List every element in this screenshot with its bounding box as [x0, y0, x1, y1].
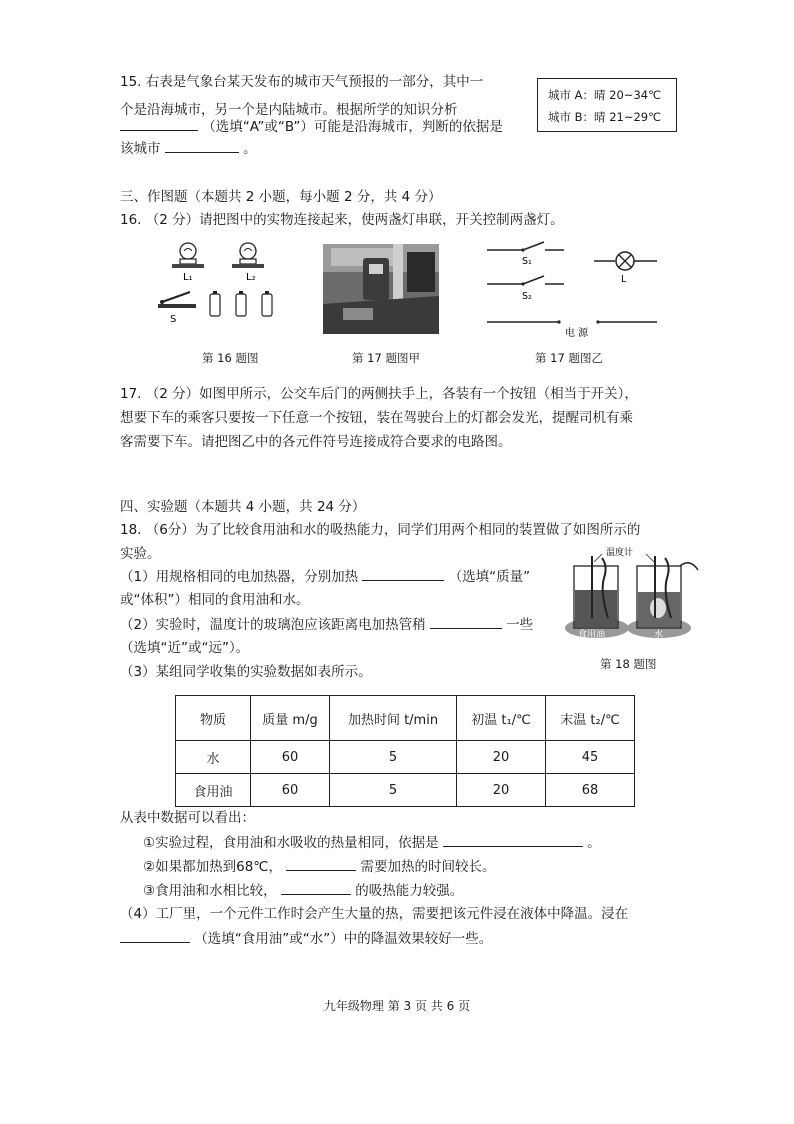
q18-sub-3 [143, 880, 463, 901]
fig16-caption: 第 16 题图 [202, 351, 259, 365]
q18-part-1-text-b: （选填“质量” [448, 569, 531, 585]
label-water: 水 [654, 630, 664, 640]
knife-switch-icon [158, 292, 196, 308]
table-cell: 20 [457, 774, 546, 807]
table-cell: 水 [176, 741, 251, 774]
answer-blank[interactable] [430, 614, 502, 629]
answer-blank[interactable] [120, 928, 190, 943]
answer-blank[interactable] [165, 138, 239, 153]
q18-sub-2 [143, 856, 496, 877]
answer-blank[interactable] [281, 880, 351, 895]
table-cell: 60 [251, 774, 330, 807]
q18-part-4-text: （选填“食用油”或“水”）中的降温效果较好一些。 [194, 931, 493, 947]
label-l2: L₂ [246, 272, 256, 283]
table-header-cell: 加热时间 t/min [330, 696, 457, 741]
q17-line-2: 想要下车的乘客只要按一下任意一个按钮，装在驾驶台上的灯都会发光，提醒司机有乘 [120, 410, 633, 426]
table-header-row [176, 696, 635, 741]
lamp-symbol [594, 252, 657, 270]
table-cell: 68 [546, 774, 635, 807]
switch-s1-symbol [487, 242, 564, 252]
q18-line-1: 18. （6分）为了比较食用油和水的吸热能力，同学们用两个相同的装置做了如图所示的 [120, 522, 641, 538]
label-oil: 食用油 [578, 630, 606, 640]
label-l1: L₁ [183, 272, 193, 283]
q17-line-3: 客需要下车。请把图乙中的各元件符号连接成符合要求的电路图。 [120, 434, 512, 450]
switch-s2-symbol [487, 276, 564, 286]
q18-sub-3-text-b: 的吸热能力较强。 [355, 883, 464, 899]
q15-line-4 [120, 138, 257, 159]
fig17b-caption: 第 17 题图乙 [535, 351, 603, 365]
table-cell: 20 [457, 741, 546, 774]
q18-line-2: 实验。 [120, 546, 161, 562]
q18-part-1-text-a: （1）用规格相同的电加热器，分别加热 [120, 569, 359, 585]
weather-forecast-box [537, 78, 677, 132]
q15-line-2: 个是沿海城市，另一个是内陆城市。根据所学的知识分析 [120, 102, 458, 118]
label-switch: S [170, 314, 177, 325]
q18-part-3: （3）某组同学收集的实验数据如表所示。 [120, 664, 372, 680]
label-thermometer: 温度计 [606, 548, 634, 558]
label-s1: S₁ [522, 256, 532, 267]
q18-part-2 [120, 614, 533, 635]
fig18-caption: 第 18 题图 [600, 657, 657, 671]
section-3-heading: 三、作图题（本题共 2 小题，每小题 2 分，共 4 分） [120, 189, 442, 205]
q18-part-1 [120, 566, 530, 587]
q18-sub-3-text-a: ③食用油和水相比较， [143, 883, 277, 899]
q18-sub-1 [143, 832, 601, 853]
q18-part-2-text-a: （2）实验时，温度计的玻璃泡应该距离电加热管稍 [120, 617, 426, 633]
page-footer: 九年级物理 第 3 页 共 6 页 [323, 999, 471, 1013]
answer-blank[interactable] [120, 116, 198, 131]
section-4-heading: 四、实验题（本题共 4 小题，共 24 分） [120, 499, 366, 515]
q18-part-2-cont: （选填“近”或“远”）。 [120, 640, 250, 656]
q18-sub-1-text: ①实验过程，食用油和水吸收的热量相同，依据是 [143, 835, 439, 851]
table-cell: 5 [330, 774, 457, 807]
label-s2: S₂ [522, 291, 532, 302]
table-header-cell: 物质 [176, 696, 251, 741]
table-cell: 食用油 [176, 774, 251, 807]
fig17a-photo [323, 244, 439, 334]
beaker-oil-icon [565, 556, 629, 638]
table-header-cell: 质量 m/g [251, 696, 330, 741]
table-cell: 60 [251, 741, 330, 774]
table-cell: 45 [546, 741, 635, 774]
fig17a-caption: 第 17 题图甲 [352, 351, 420, 365]
q18-sub-2-text-b: 需要加热的时间较长。 [360, 859, 496, 875]
q18-part-1-cont: 或“体积”）相同的食用油和水。 [120, 592, 310, 608]
power-source-symbol [487, 320, 657, 323]
q15-line-3-text: （选填“A”或“B”）可能是沿海城市，判断的依据是 [202, 119, 503, 135]
q17-line-1: 17. （2 分）如图甲所示，公交车后门的两侧扶手上，各装有一个按钮（相当于开关）， [120, 386, 638, 402]
city-b-forecast: 城市 B：晴 21~29℃ [548, 110, 662, 124]
fig18-beakers [562, 544, 702, 644]
table-row [176, 774, 635, 807]
q18-sub-1-end: 。 [587, 835, 601, 851]
experiment-data-table [175, 695, 635, 807]
q15-line-4-text: 该城市 [120, 141, 161, 157]
battery-icon [236, 291, 246, 316]
q16-text: 16. （2 分）请把图中的实物连接起来，使两盏灯串联，开关控制两盏灯。 [120, 212, 564, 228]
q18-sub-2-text-a: ②如果都加热到68℃， [143, 859, 282, 875]
table-row [176, 741, 635, 774]
table-header-cell: 末温 t₂/℃ [546, 696, 635, 741]
battery-icon [210, 291, 220, 316]
fig17b-symbols [482, 238, 667, 338]
q18-part-4: （4）工厂里，一个元件工作时会产生大量的热，需要把该元件浸在液体中降温。浸在 [120, 906, 629, 922]
battery-icon [262, 291, 272, 316]
table-header-cell: 初温 t₁/℃ [457, 696, 546, 741]
label-lamp: L [621, 274, 627, 285]
q15-line-3 [120, 116, 503, 137]
answer-blank[interactable] [286, 856, 356, 871]
bulb-l2-icon [232, 243, 264, 268]
q18-part-4-cont [120, 928, 492, 949]
answer-blank[interactable] [443, 832, 583, 847]
fig16-components [150, 238, 300, 328]
q15-line-4-end: 。 [243, 141, 257, 157]
q18-from-table: 从表中数据可以看出： [120, 810, 255, 826]
city-a-forecast: 城市 A：晴 20~34℃ [548, 88, 661, 102]
answer-blank[interactable] [362, 566, 444, 581]
table-cell: 5 [330, 741, 457, 774]
label-power: 电 源 [565, 328, 589, 338]
beaker-water-icon [627, 556, 698, 638]
bulb-l1-icon [172, 243, 204, 268]
q18-part-2-text-b: 一些 [506, 617, 534, 633]
q15-line-1: 15. 右表是气象台某天发布的城市天气预报的一部分，其中一 [120, 74, 484, 90]
